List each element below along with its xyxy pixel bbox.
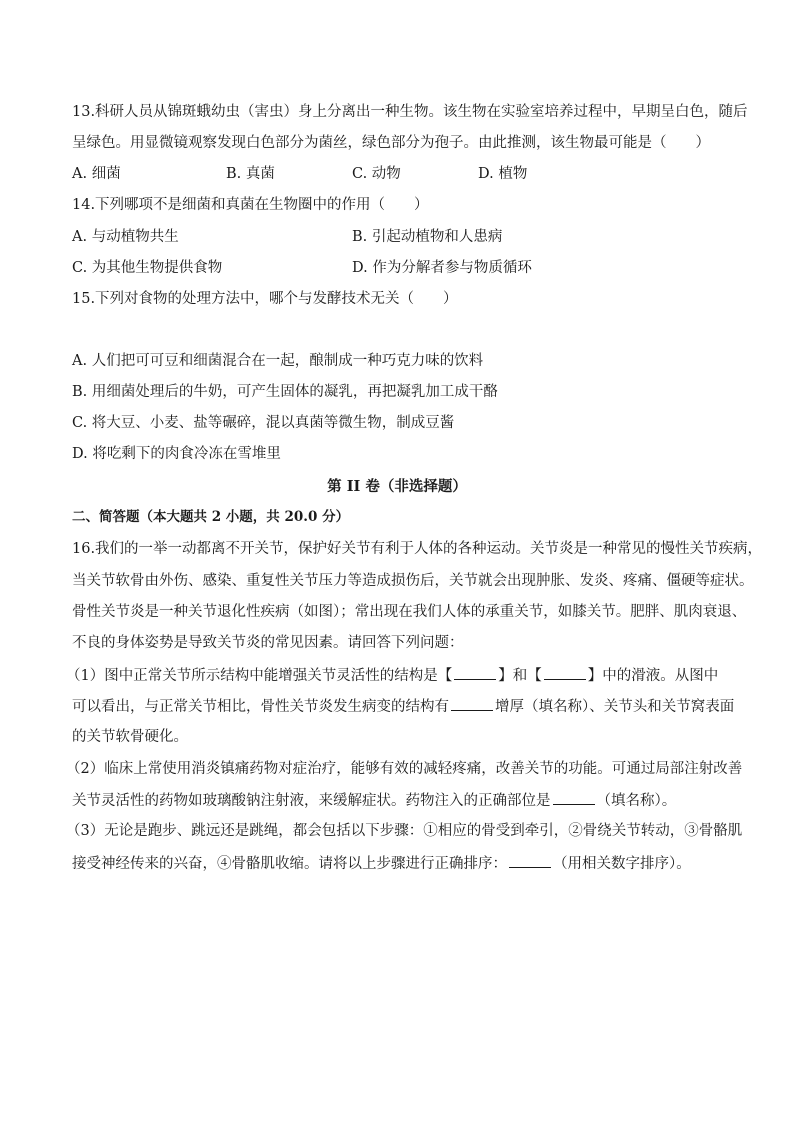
q16-sub1-text-a: （1）图中正常关节所示结构中能增强关节灵活性的结构是【	[66, 668, 453, 684]
q15-option-a: A. 人们把可可豆和细菌混合在一起，酿制成一种巧克力味的饮料	[72, 353, 484, 369]
q16-sub1-line2-text-b: 增厚（填名称）、关节头和关节窝表面	[495, 699, 735, 715]
q16-sub1-line1	[66, 665, 718, 686]
q16-sub2-line2-text-b: （填名称）。	[596, 793, 677, 809]
answer-blank-5[interactable]	[509, 853, 551, 868]
answer-blank-4[interactable]	[553, 790, 595, 805]
q13-option-a: A. 细菌	[72, 166, 121, 182]
q16-sub3-line2-text-a: 接受神经传来的兴奋，④骨骼肌收缩。请将以上步骤进行正确排序：	[72, 856, 507, 872]
q16-sub1-line2-text-a: 可以看出，与正常关节相比，骨性关节炎发生病变的结构有	[72, 699, 449, 715]
q13-stem-line2: 呈绿色。用显微镜观察发现白色部分为菌丝，绿色部分为孢子。由此推测，该生物最可能是（ ）	[72, 135, 710, 151]
q16-sub1-line2	[72, 696, 734, 717]
q16-sub1-text-b: 】和【	[498, 668, 542, 684]
q16-sub2-line2-text-a: 关节灵活性的药物如玻璃酸钠注射液，来缓解症状。药物注入的正确部位是	[72, 793, 551, 809]
q13-option-b: B. 真菌	[226, 166, 275, 182]
q14-option-d: D. 作为分解者参与物质循环	[352, 260, 532, 276]
q13-stem-line1: 13.科研人员从锦斑蛾幼虫（害虫）身上分离出一种生物。该生物在实验室培养过程中，早期呈白色，随后	[72, 104, 748, 120]
q15-option-b: B. 用细菌处理后的牛奶，可产生固体的凝乳，再把凝乳加工成干酪	[72, 384, 498, 400]
answer-blank-3[interactable]	[451, 696, 493, 711]
q16-sub3-line2	[72, 853, 691, 874]
q15-option-d: D. 将吃剩下的肉食冷冻在雪堆里	[72, 446, 281, 462]
q16-paragraph-line3: 骨性关节炎是一种关节退化性疾病（如图）；常出现在我们人体的承重关节，如膝关节。肥胖、肌肉衰退、	[72, 604, 747, 620]
q16-sub3-line2-text-b: （用相关数字排序）。	[553, 856, 691, 872]
q15-stem: 15.下列对食物的处理方法中，哪个与发酵技术无关（ ）	[72, 291, 458, 307]
q16-sub1-text-c: 】中的滑液。从图中	[587, 668, 719, 684]
q16-sub3-line1: （3）无论是跑步、跳远还是跳绳，都会包括以下步骤：①相应的骨受到牵引，②骨绕关节转动，③骨骼肌	[66, 823, 743, 839]
q16-sub1-line3: 的关节软骨硬化。	[72, 729, 188, 745]
q16-sub2-line2	[72, 790, 676, 811]
q16-paragraph-line4: 不良的身体姿势是导致关节炎的常见因素。请回答下列问题：	[72, 635, 464, 651]
q14-option-c: C. 为其他生物提供食物	[72, 260, 223, 276]
answer-blank-2[interactable]	[544, 665, 586, 680]
section-heading: 二、简答题（本大题共 2 小题，共 20.0 分）	[72, 509, 350, 525]
q16-paragraph-line1: 16.我们的一举一动都离不开关节，保护好关节有利于人体的各种运动。关节炎是一种常见的慢性关节疾病，	[72, 541, 763, 557]
q16-sub2-line1: （2）临床上常使用消炎镇痛药物对症治疗，能够有效的减轻疼痛，改善关节的功能。可通过局部注射改善	[66, 761, 743, 777]
q14-option-b: B. 引起动植物和人患病	[352, 229, 503, 245]
part2-title: 第 II 卷（非选择题）	[327, 478, 467, 495]
q13-option-c: C. 动物	[352, 166, 401, 182]
q13-option-d: D. 植物	[478, 166, 528, 182]
q15-option-c: C. 将大豆、小麦、盐等碾碎，混以真菌等微生物，制成豆酱	[72, 415, 455, 431]
q16-paragraph-line2: 当关节软骨由外伤、感染、重复性关节压力等造成损伤后，关节就会出现肿胀、发炎、疼痛、僵硬等症状。	[72, 573, 754, 589]
q14-stem: 14.下列哪项不是细菌和真菌在生物圈中的作用（ ）	[72, 197, 429, 213]
q14-option-a: A. 与动植物共生	[72, 229, 179, 245]
answer-blank-1[interactable]	[454, 665, 496, 680]
